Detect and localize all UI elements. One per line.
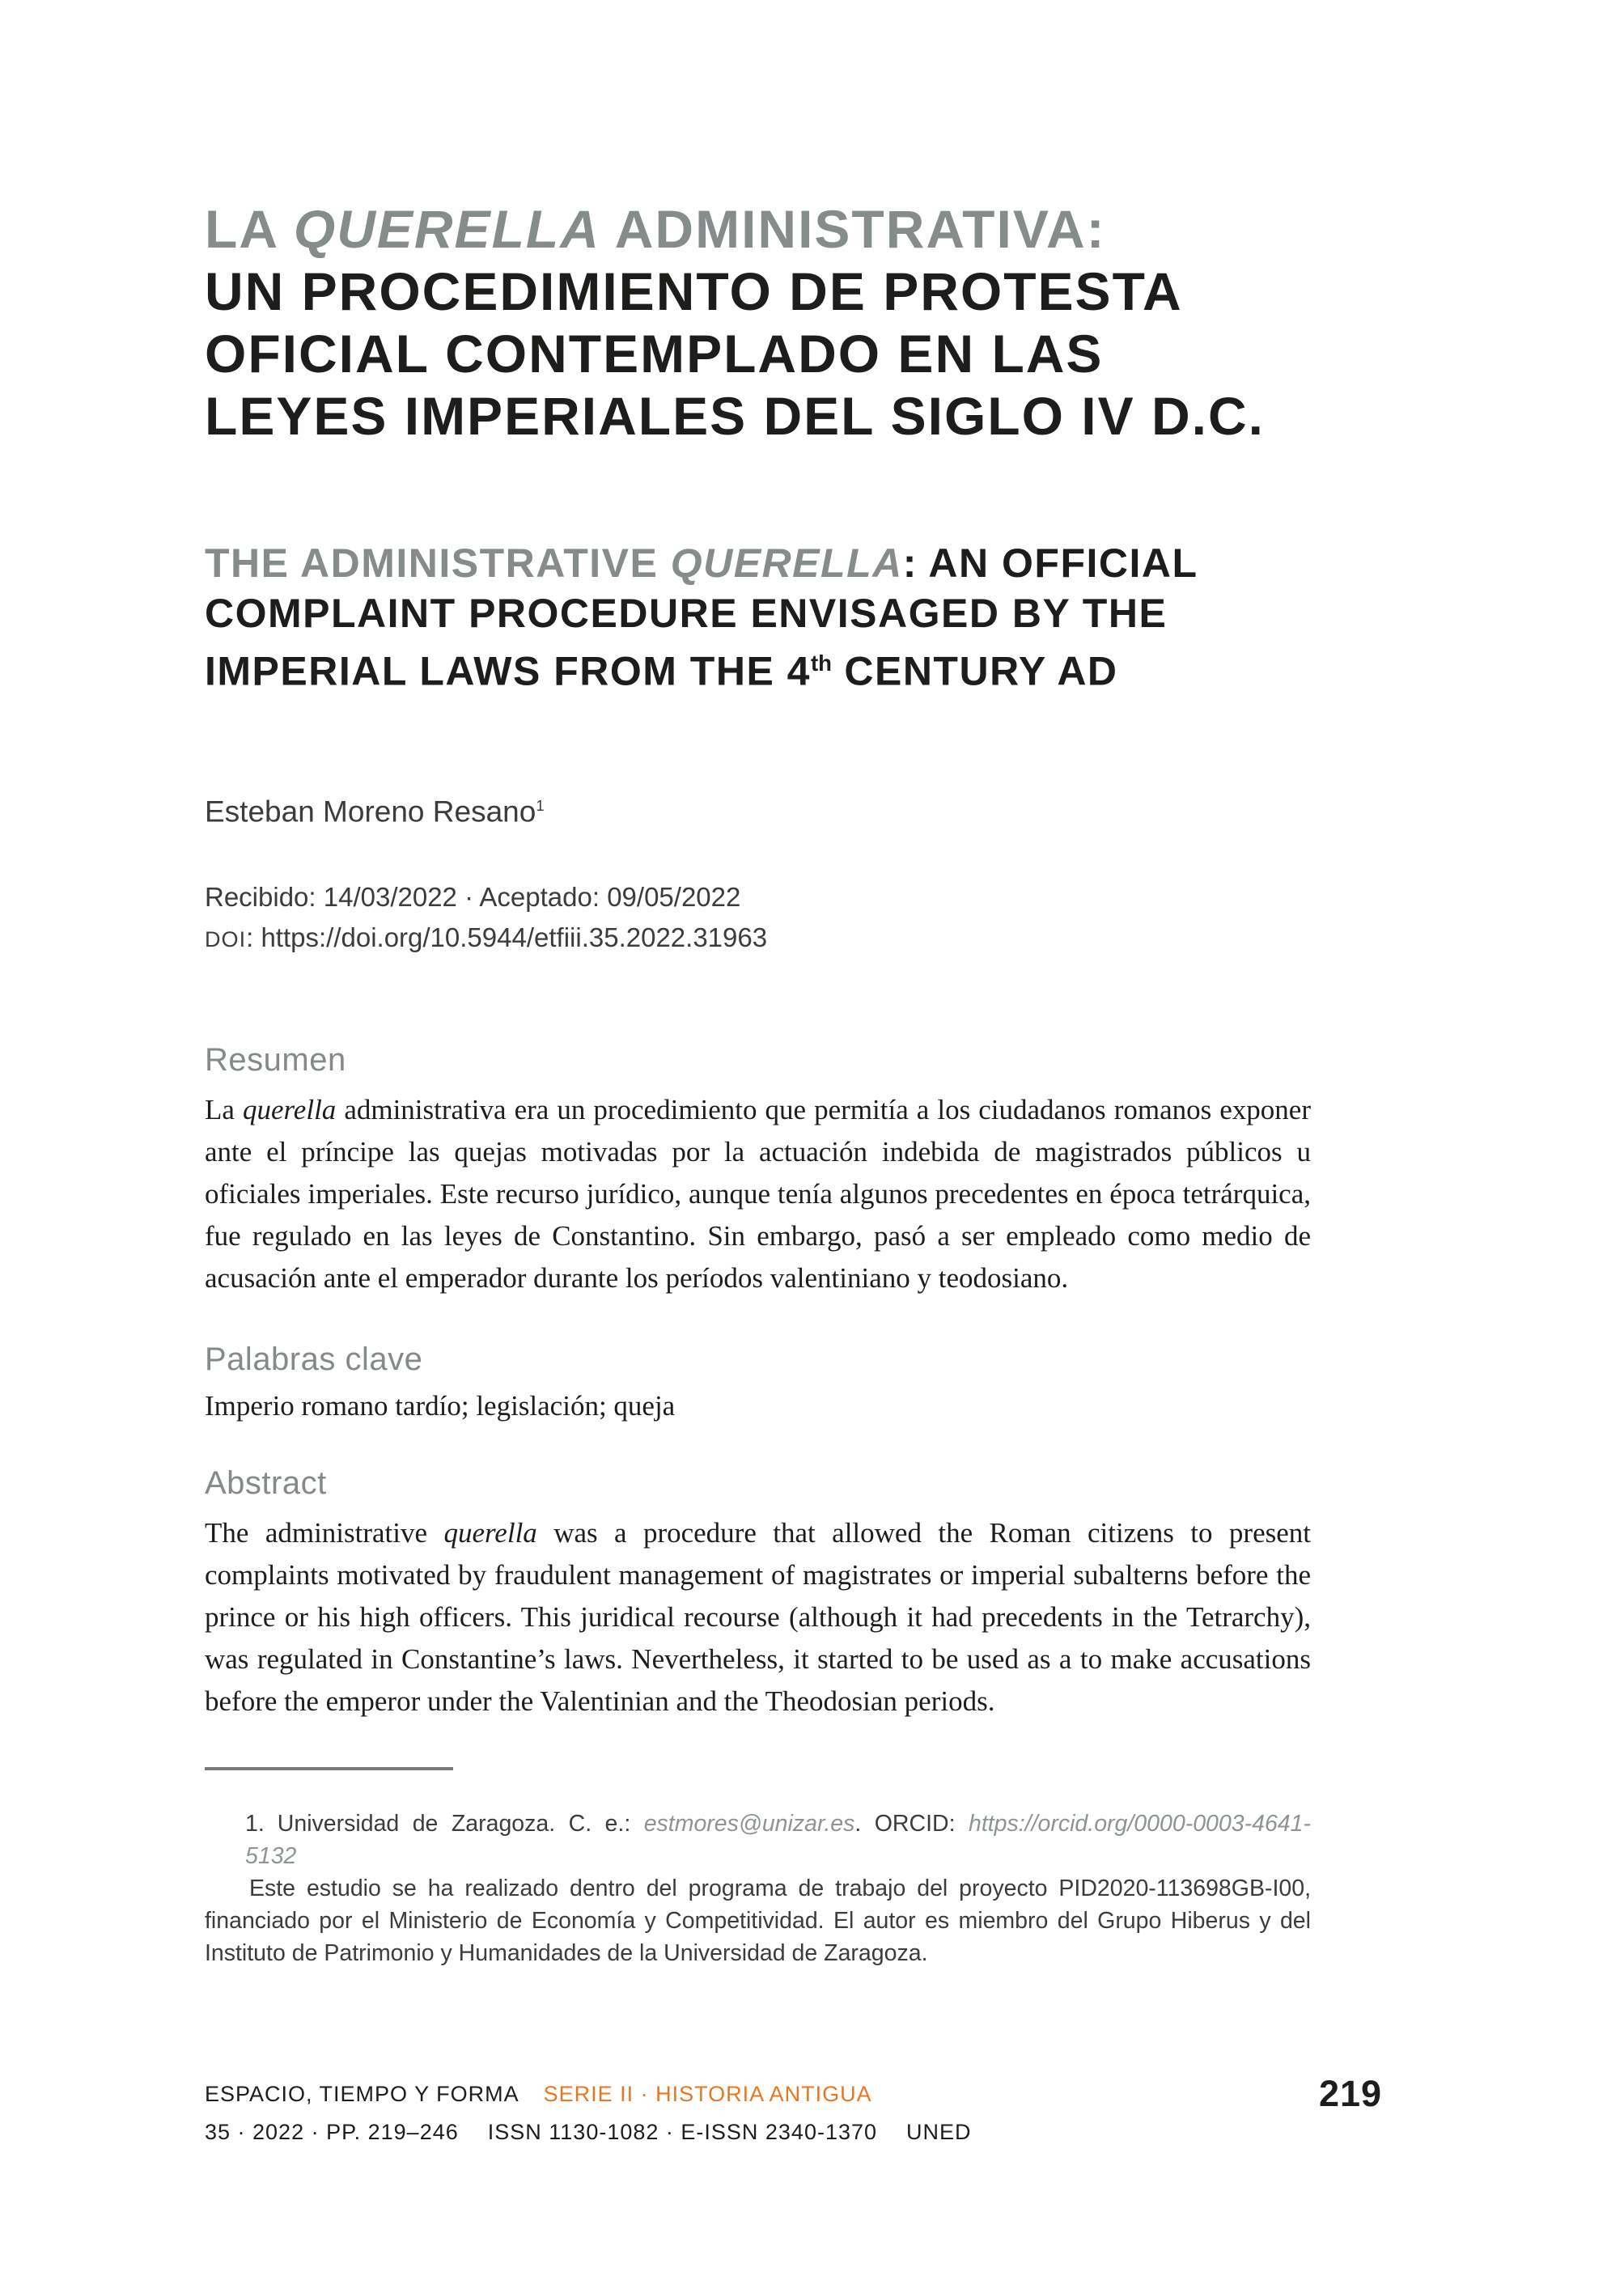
footnote-divider <box>205 1767 453 1770</box>
title-line4: LEYES IMPERIALES DEL SIGLO IV D.C. <box>205 386 1265 446</box>
issn-info: ISSN 1130-1082 · E-ISSN 2340-1370 <box>487 2120 878 2144</box>
resumen-text-before: La <box>205 1093 243 1125</box>
footnote-funding-text: Este estudio se ha realizado dentro del programa de trabajo del proyecto PID2020-113698GB-I00, financiado por el Ministerio de Economía y Competitividad. El autor es miembro del Grupo Hiberus y del Instituto de Patrimonio y Humanidades de la Universidad de Zaragoza. <box>205 1875 1311 1966</box>
doi-link[interactable]: https://doi.org/10.5944/etfiii.35.2022.31963 <box>261 922 768 952</box>
title-line2: UN PROCEDIMIENTO DE PROTESTA <box>205 261 1183 321</box>
title-en-line1-italic: QUERELLA <box>670 540 903 586</box>
title-en-ordinal-suffix: th <box>811 651 832 676</box>
footer-journal-line <box>205 2081 972 2108</box>
page-footer <box>205 2081 972 2146</box>
footnote-orcid-label: . ORCID: <box>854 1810 969 1837</box>
title-line3: OFICIAL CONTEMPLADO EN LAS <box>205 324 1104 384</box>
footnote-line1 <box>205 1808 1311 1872</box>
title-en-line1-prefix: THE ADMINISTRATIVE <box>205 540 671 586</box>
page-number: 219 <box>1319 2073 1383 2114</box>
page-title-spanish <box>205 198 1311 447</box>
publisher-name: UNED <box>906 2120 972 2144</box>
doi-label: DOI <box>205 926 247 952</box>
doi-line <box>205 918 1311 960</box>
footnote-affiliation: Universidad de Zaragoza. C. e.: <box>277 1810 644 1837</box>
resumen-text-after: administrativa era un procedimiento que permitía a los ciudadanos romanos exponer ante el príncipe las quejas motivadas por la actuación indebida de magistrados públicos u oficiales imperiales. Este recurso jurídico, aunque tenía algunos precedentes en época tetrárquica, fue regulado en las leyes de Constantino. Sin embargo, pasó a ser empleado como medio de acusación ante el emperador durante los períodos valentiniano y teodosiano. <box>205 1093 1311 1294</box>
abstract-italic-term: querella <box>443 1516 537 1549</box>
title-line1-italic: QUERELLA <box>293 199 600 259</box>
title-en-line3-suffix: CENTURY AD <box>831 648 1118 694</box>
resumen-heading: Resumen <box>205 1041 346 1078</box>
abstract-text-before: The administrative <box>205 1516 444 1549</box>
footnote-block <box>205 1808 1311 1969</box>
footnote-number: 1. <box>245 1810 265 1837</box>
orcid-link[interactable]: https://orcid.org/0000-0003-4641-5132 <box>245 1810 1311 1869</box>
keywords-text: Imperio romano tardío; legislación; queja <box>205 1389 676 1422</box>
resumen-italic-term: querella <box>242 1093 337 1125</box>
author-name: Esteban Moreno Resano <box>205 794 536 828</box>
author-footnote-ref: 1 <box>536 796 545 814</box>
title-line1-suffix: ADMINISTRATIVA: <box>600 199 1106 259</box>
series-name: SERIE II · HISTORIA ANTIGUA <box>543 2082 872 2106</box>
footer-issue-line <box>205 2119 972 2146</box>
received-accepted-line: Recibido: 14/03/2022 · Aceptado: 09/05/2022 <box>205 881 741 912</box>
text-column <box>205 0 1311 1969</box>
title-line1 <box>205 199 1106 259</box>
email-link[interactable]: estmores@unizar.es <box>643 1810 855 1837</box>
keywords-heading: Palabras clave <box>205 1341 423 1377</box>
issue-info: 35 · 2022 · PP. 219–246 <box>205 2120 459 2144</box>
title-en-line2: COMPLAINT PROCEDURE ENVISAGED BY THE <box>205 591 1168 636</box>
abstract-heading: Abstract <box>205 1464 327 1501</box>
title-en-line3-prefix: IMPERIAL LAWS FROM THE 4 <box>205 648 811 694</box>
doi-separator: : <box>246 922 261 952</box>
author-line <box>205 787 1311 830</box>
article-meta <box>205 877 1311 960</box>
title-line1-prefix: LA <box>205 199 294 259</box>
title-en-line1-black: : AN OFFICIAL <box>902 540 1198 586</box>
resumen-paragraph <box>205 1089 1311 1299</box>
journal-name: ESPACIO, TIEMPO Y FORMA <box>205 2082 519 2106</box>
title-en-line1-gray <box>205 540 903 586</box>
abstract-text-after: was a procedure that allowed the Roman citizens to present complaints motivated by fraudulent management of magistrates or imperial subalterns before the prince or his high officers. This juridical recourse (although it had precedents in the Tetrarchy), was regulated in Constantine’s laws. Nevertheless, it started to be used as a to make accusations before the emperor under the Valentinian and the Theodosian periods. <box>205 1516 1312 1717</box>
page-title-english <box>205 538 1311 697</box>
abstract-paragraph <box>205 1512 1311 1723</box>
